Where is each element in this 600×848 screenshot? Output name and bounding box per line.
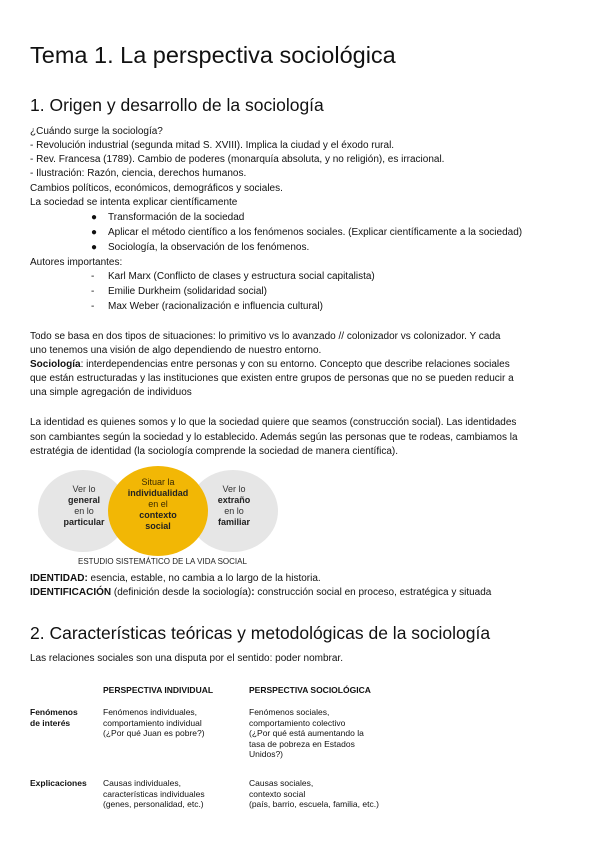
row-label: Explicaciones — [30, 778, 87, 788]
bullet-icon: ● — [91, 212, 98, 223]
text-line: una simple agregación de individuos — [30, 387, 192, 398]
left-circle-text: Ver lo general en lo particular — [63, 484, 105, 527]
list-item: Transformación de la sociedad — [108, 212, 245, 223]
right-circle-text: Ver lo extraño en lo familiar — [217, 484, 251, 527]
table-cell: Fenómenos individuales, comportamiento individual (¿Por qué Juan es pobre?) — [103, 707, 205, 738]
text-line: son cambiantes según la sociedad y lo establecido. Además según las personas que te rodeas, cambiamos la — [30, 432, 518, 443]
list-item: Karl Marx (Conflicto de clases y estructura social capitalista) — [108, 271, 375, 282]
text-line: Las relaciones sociales son una disputa por el sentido: poder nombrar. — [30, 653, 343, 664]
dash-icon: - — [91, 286, 95, 297]
text-line: estratégia de identidad (la sociología comprende la sociedad de manera científica). — [30, 446, 398, 457]
table-header: PERSPECTIVA INDIVIDUAL — [103, 685, 214, 695]
list-item: Aplicar el método científico a los fenómenos sociales. (Explicar científicamente a la sociedad) — [108, 227, 523, 238]
text-line: Cambios políticos, económicos, demográficos y sociales. — [30, 183, 283, 194]
list-item: Emilie Durkheim (solidaridad social) — [108, 286, 267, 297]
table-cell: Causas sociales, contexto social (país, barrio, escuela, familia, etc.) — [249, 778, 379, 809]
table-cell: Causas individuales, características individuales (genes, personalidad, etc.) — [103, 778, 205, 809]
text-line: Todo se basa en dos tipos de situaciones: lo primitivo vs lo avanzado // colonizador vs colonizador. Y cada — [30, 331, 501, 342]
dash-icon: - — [91, 271, 95, 282]
row-label: Fenómenos de interés — [30, 707, 78, 728]
dash-icon: - — [91, 301, 95, 312]
list-item: Sociología, la observación de los fenómenos. — [108, 242, 310, 253]
bullet-icon: ● — [91, 242, 98, 253]
text-line: La sociedad se intenta explicar científicamente — [30, 197, 238, 208]
list-item: Max Weber (racionalización e influencia cultural) — [108, 301, 323, 312]
definition-line — [30, 573, 321, 585]
text-line: La identidad es quienes somos y lo que la sociedad quiere que seamos (construcción social). Las identidades — [30, 417, 517, 428]
page-title: Tema 1. La perspectiva sociológica — [30, 42, 396, 68]
bullet-icon: ● — [91, 227, 98, 238]
text-line: ¿Cuándo surge la sociología? — [30, 126, 163, 137]
definition-text: esencia, estable, no cambia a lo largo de la historia. — [87, 573, 321, 584]
table-header: PERSPECTIVA SOCIOLÓGICA — [249, 685, 371, 695]
definition-text: : interdependencias entre personas y con su entorno. Concepto que describe relaciones sociales — [80, 359, 510, 370]
definition-line — [30, 359, 510, 371]
term-sociologia: Sociología — [30, 359, 81, 370]
center-circle-text: Situar la individualidad en el contexto social — [127, 477, 189, 531]
term-identidad: IDENTIDAD: — [30, 573, 88, 584]
text-line: que están estructuradas y las instituciones que existen entre grupos de personas que no se pueden reducir a — [30, 373, 514, 384]
text-line: - Revolución industrial (segunda mitad S. XVIII). Implica la ciudad y el éxodo rural. — [30, 140, 395, 151]
text-line: - Ilustración: Razón, ciencia, derechos humanos. — [30, 168, 247, 179]
diagram-caption: ESTUDIO SISTEMÁTICO DE LA VIDA SOCIAL — [78, 557, 247, 566]
text-line: - Rev. Francesa (1789). Cambio de poderes (monarquía absoluta, y no religión), es irracional. — [30, 154, 445, 165]
text-line: uno tenemos una visión de algo dependiendo de nuestro entorno. — [30, 345, 322, 356]
definition-line: IDENTIFICACIÓN (definición desde la sociología): construcción social en proceso, estratégica y situada — [30, 587, 492, 598]
authors-title: Autores importantes: — [30, 257, 123, 268]
definition-text: construcción social en proceso, estratégica y situada — [254, 587, 492, 598]
term-identificacion: IDENTIFICACIÓN — [30, 587, 112, 598]
section-1-heading: 1. Origen y desarrollo de la sociología — [30, 95, 324, 115]
section-2-heading: 2. Características teóricas y metodológicas de la sociología — [30, 623, 491, 643]
table-cell: Fenómenos sociales, comportamiento colectivo (¿Por qué está aumentando la tasa de pobreza en Estados Unidos?) — [249, 707, 364, 759]
